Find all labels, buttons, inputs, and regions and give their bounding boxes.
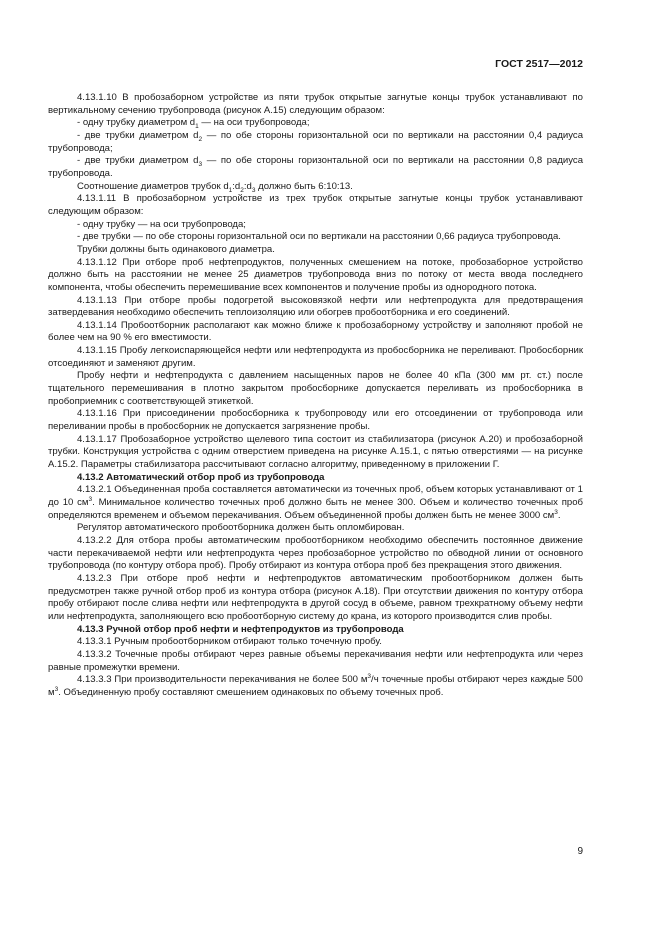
- document-body: [48, 92, 583, 700]
- list-item-d3: - две трубки диаметром $d_3$ — по обе стороны горизонтальной оси по вертикали на расстоянии 0,8 радиуса трубопровода.: [48, 155, 584, 179]
- paragraph-4-13-3-3: 4.13.3.3 При производительности перекачивания не более 500 $м^3/ч$ точечные пробы отбирают через каждые 500 $м^3$. Объединенную пробу составляют смешением одинаковых по объему точечных проб.: [48, 673, 583, 698]
- paragraph-4-13-1-14: 4.13.1.14 Пробоотборник располагают как можно ближе к пробозаборному устройству и заполняют пробой не более чем на 90 % его вместимости.: [48, 319, 583, 344]
- paragraph-4-13-1-12: 4.13.1.12 При отборе проб нефтепродуктов, полученных смешением на потоке, пробозаборное устройство должно быть на расстоянии не менее 25 диаметров трубопровода вниз по потоку от места ввода последнего компонента, чтобы обеспечить перемешивание всех компонентов и получение пробы из однородного потока.: [48, 256, 583, 293]
- section-heading-4-13-3: 4.13.3 Ручной отбор проб нефти и нефтепродуктов из трубопровода: [77, 623, 404, 635]
- section-heading-4-13-2: 4.13.2 Автоматический отбор проб из трубопровода: [77, 471, 325, 483]
- same-diameter-paragraph: Трубки должны быть одинакового диаметра.: [77, 243, 275, 255]
- paragraph-4-13-1-11: 4.13.1.11 В пробозаборном устройстве из трех трубок открытые загнутые концы трубок устанавливают следующим образом:: [48, 193, 583, 217]
- list-item-d2: - две трубки диаметром $d_2$ — по обе стороны горизонтальной оси по вертикали на расстоянии 0,4 радиуса трубопровода;: [48, 129, 584, 154]
- paragraph-4-13-1-10: 4.13.1.10 В пробозаборном устройстве из пяти трубок открытые загнутые концы трубок устанавливают по вертикальному сечению трубопровода (рисунок А.15) следующим образом:: [48, 92, 583, 116]
- list-item-one-tube: - одну трубку — на оси трубопровода;: [77, 218, 246, 230]
- paragraph-4-13-2-2: 4.13.2.2 Для отбора пробы автоматическим пробоотборником необходимо обеспечить постоянное движение части перекачиваемой нефти или нефтепродукта через пробозаборное устройство по обводной линии от основного трубопровода (по контуру отбора проб). Пробу отбирают из контура отбора проб без прекращения этого движения.: [48, 534, 583, 572]
- list-item-two-tubes: - две трубки — по обе стороны горизонтальной оси по вертикали на расстоянии 0,66 радиуса трубопровода.: [77, 231, 561, 243]
- diameter-ratio-paragraph: Соотношение диаметров трубок $d_1:d_2:d_3$ должно быть 6:10:13.: [77, 180, 353, 194]
- paragraph-4-13-3-1: 4.13.3.1 Ручным пробоотборником отбирают только точечную пробу.: [77, 636, 382, 648]
- paragraph-4-13-1-15: 4.13.1.15 Пробу легкоиспаряющейся нефти или нефтепродукта из пробосборника не переливают. Пробосборник отсоединяют и заменяют другим.: [48, 345, 583, 369]
- regulator-paragraph: Регулятор автоматического пробоотборника должен быть опломбирован.: [77, 522, 405, 534]
- page-number: 9: [577, 846, 583, 857]
- document-code-header: ГОСТ 2517—2012: [495, 58, 583, 70]
- paragraph-4-13-2-1: 4.13.2.1 Объединенная проба составляется автоматически из точечных проб, объем которых устанавливают от 1 до 10 $см^3$. Минимальное количество точечных проб должно быть не менее 300. Объем и количество точечных проб определяются временем и объемом перекачивания. Объем объединенной пробы должен быть не менее 3000 $см^3$.: [48, 484, 583, 521]
- list-item-d1: - одну трубку диаметром $d_1$ — на оси трубопровода;: [77, 117, 310, 131]
- paragraph-4-13-2-3: 4.13.2.3 При отборе проб нефти и нефтепродуктов автоматическим пробоотборником должен быть предусмотрен также ручной отбор проб из контура отбора (рисунок А.18). При отсутствии движения по контуру отбора пробу отбирают после слива нефти или нефтепродукта в другой сосуд в объеме, равном трехкратному объему нефти или нефтепродукта, заполняющего всю пробоотборную систему до крана, из которого производится слив пробы.: [48, 572, 583, 622]
- paragraph-4-13-3-2: 4.13.3.2 Точечные пробы отбирают через равные объемы перекачивания нефти или нефтепродукта или через равные промежутки времени.: [48, 648, 583, 673]
- paragraph-4-13-1-17: 4.13.1.17 Пробозаборное устройство щелевого типа состоит из стабилизатора (рисунок А.20) и пробозаборной трубки. Конструкция устройства с одним отверстием приведена на рисунке А.15.1, с пятью отверстиями — на рисунке А.15.2. Параметры стабилизатора рассчитывают согласно алгоритму, приведенному в приложении Г.: [48, 433, 583, 471]
- paragraph-4-13-1-13: 4.13.1.13 При отборе пробы подогретой высоковязкой нефти или нефтепродукта для предотвращения затвердевания необходимо обеспечить теплоизоляцию или обогрев пробоотборника и его соединений.: [48, 294, 583, 319]
- vapor-pressure-paragraph: Пробу нефти и нефтепродукта с давлением насыщенных паров не более 40 кПа (300 мм рт. ст.) после тщательного перемешивания в плотно закрытом пробосборнике допускается переливать из пробосборника в пробоприемник с соответствующей этикеткой.: [48, 370, 583, 407]
- paragraph-4-13-1-16: 4.13.1.16 При присоединении пробосборника к трубопроводу или его отсоединении от трубопровода или переливании пробы в пробосборник не допускается загрязнение пробы.: [48, 408, 583, 433]
